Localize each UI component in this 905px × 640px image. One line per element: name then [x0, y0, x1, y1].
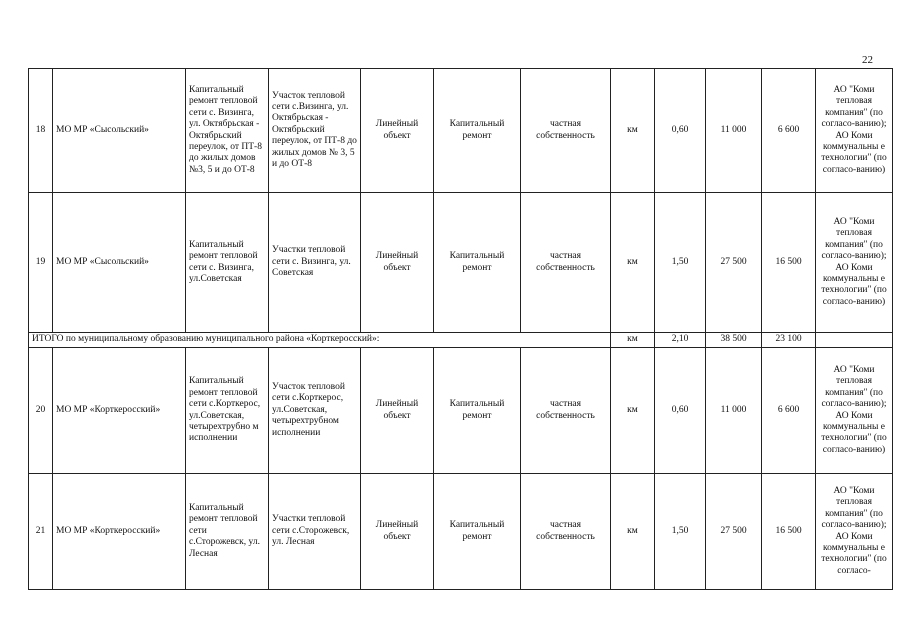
cost-cell: 27 500 — [706, 474, 762, 590]
work-type-cell: Капитальный ремонт — [434, 348, 521, 474]
row-number: 20 — [29, 348, 53, 474]
page-number: 22 — [862, 54, 873, 66]
cost-cell: 27 500 — [706, 193, 762, 333]
cost-cell: 11 000 — [706, 69, 762, 193]
table-row — [29, 474, 893, 590]
ownership-cell: частная собственность — [521, 193, 611, 333]
location-cell: Участки тепловой сети с.Сторожевск, ул. Лесная — [269, 474, 361, 590]
cost-2-cell: 6 600 — [762, 69, 816, 193]
executor-cell: АО "Коми тепловая компания" (по согласо-ванию); АО Коми коммунальны е технологии" (по согласо-ванию) — [816, 69, 893, 193]
total-quantity-cell: 2,10 — [655, 333, 706, 348]
unit-cell: км — [611, 348, 655, 474]
location-cell: Участок тепловой сети с.Визинга, ул. Октябрьская - Октябрьский переулок, от ПТ-8 до жилых домов № 3, 5 и до ОТ-8 — [269, 69, 361, 193]
cost-2-cell: 16 500 — [762, 474, 816, 590]
object-type-cell: Линейный объект — [361, 69, 434, 193]
object-type-cell: Линейный объект — [361, 348, 434, 474]
municipality-cell: МО МР «Сысольский» — [53, 69, 186, 193]
quantity-cell: 1,50 — [655, 474, 706, 590]
ownership-cell: частная собственность — [521, 348, 611, 474]
total-cost-2-cell: 23 100 — [762, 333, 816, 348]
total-row — [29, 333, 893, 348]
program-table — [28, 68, 893, 590]
municipality-cell: МО МР «Корткеросский» — [53, 348, 186, 474]
cost-2-cell: 16 500 — [762, 193, 816, 333]
table-row — [29, 69, 893, 193]
executor-cell: АО "Коми тепловая компания" (по согласо-ванию); АО Коми коммунальны е технологии" (по согласо-ванию) — [816, 193, 893, 333]
ownership-cell: частная собственность — [521, 474, 611, 590]
row-number: 18 — [29, 69, 53, 193]
object-name-cell: Капитальный ремонт тепловой сети с. Визинга, ул. Октябрьская - Октябрьский переулок, от ПТ-8 до жилых домов №3, 5 и до ОТ-8 — [186, 69, 269, 193]
total-executor-cell — [816, 333, 893, 348]
object-type-cell: Линейный объект — [361, 474, 434, 590]
work-type-cell: Капитальный ремонт — [434, 193, 521, 333]
quantity-cell: 0,60 — [655, 69, 706, 193]
work-type-cell: Капитальный ремонт — [434, 69, 521, 193]
municipality-cell: МО МР «Корткеросский» — [53, 474, 186, 590]
total-label: ИТОГО по муниципальному образованию муниципального района «Корткеросский»: — [29, 333, 611, 348]
ownership-cell: частная собственность — [521, 69, 611, 193]
location-cell: Участок тепловой сети с.Корткерос, ул.Советская, четырехтрубном исполнении — [269, 348, 361, 474]
unit-cell: км — [611, 474, 655, 590]
executor-cell: АО "Коми тепловая компания" (по согласо-ванию); АО Коми коммунальны е технологии" (по согласо-ванию) — [816, 348, 893, 474]
unit-cell: км — [611, 69, 655, 193]
quantity-cell: 1,50 — [655, 193, 706, 333]
row-number: 21 — [29, 474, 53, 590]
row-number: 19 — [29, 193, 53, 333]
quantity-cell: 0,60 — [655, 348, 706, 474]
object-name-cell: Капитальный ремонт тепловой сети с.Корткерос, ул.Советская, четырехтрубно м исполнении — [186, 348, 269, 474]
executor-cell: АО "Коми тепловая компания" (по согласо-ванию); АО Коми коммунальны е технологии" (по согласо- — [816, 474, 893, 590]
work-type-cell: Капитальный ремонт — [434, 474, 521, 590]
total-unit-cell: км — [611, 333, 655, 348]
object-type-cell: Линейный объект — [361, 193, 434, 333]
total-cost-cell: 38 500 — [706, 333, 762, 348]
cost-2-cell: 6 600 — [762, 348, 816, 474]
object-name-cell: Капитальный ремонт тепловой сети с.Сторожевск, ул. Лесная — [186, 474, 269, 590]
municipality-cell: МО МР «Сысольский» — [53, 193, 186, 333]
unit-cell: км — [611, 193, 655, 333]
table-row — [29, 348, 893, 474]
cost-cell: 11 000 — [706, 348, 762, 474]
object-name-cell: Капитальный ремонт тепловой сети с. Визинга, ул.Советская — [186, 193, 269, 333]
location-cell: Участки тепловой сети с. Визинга, ул. Советская — [269, 193, 361, 333]
table-row — [29, 193, 893, 333]
